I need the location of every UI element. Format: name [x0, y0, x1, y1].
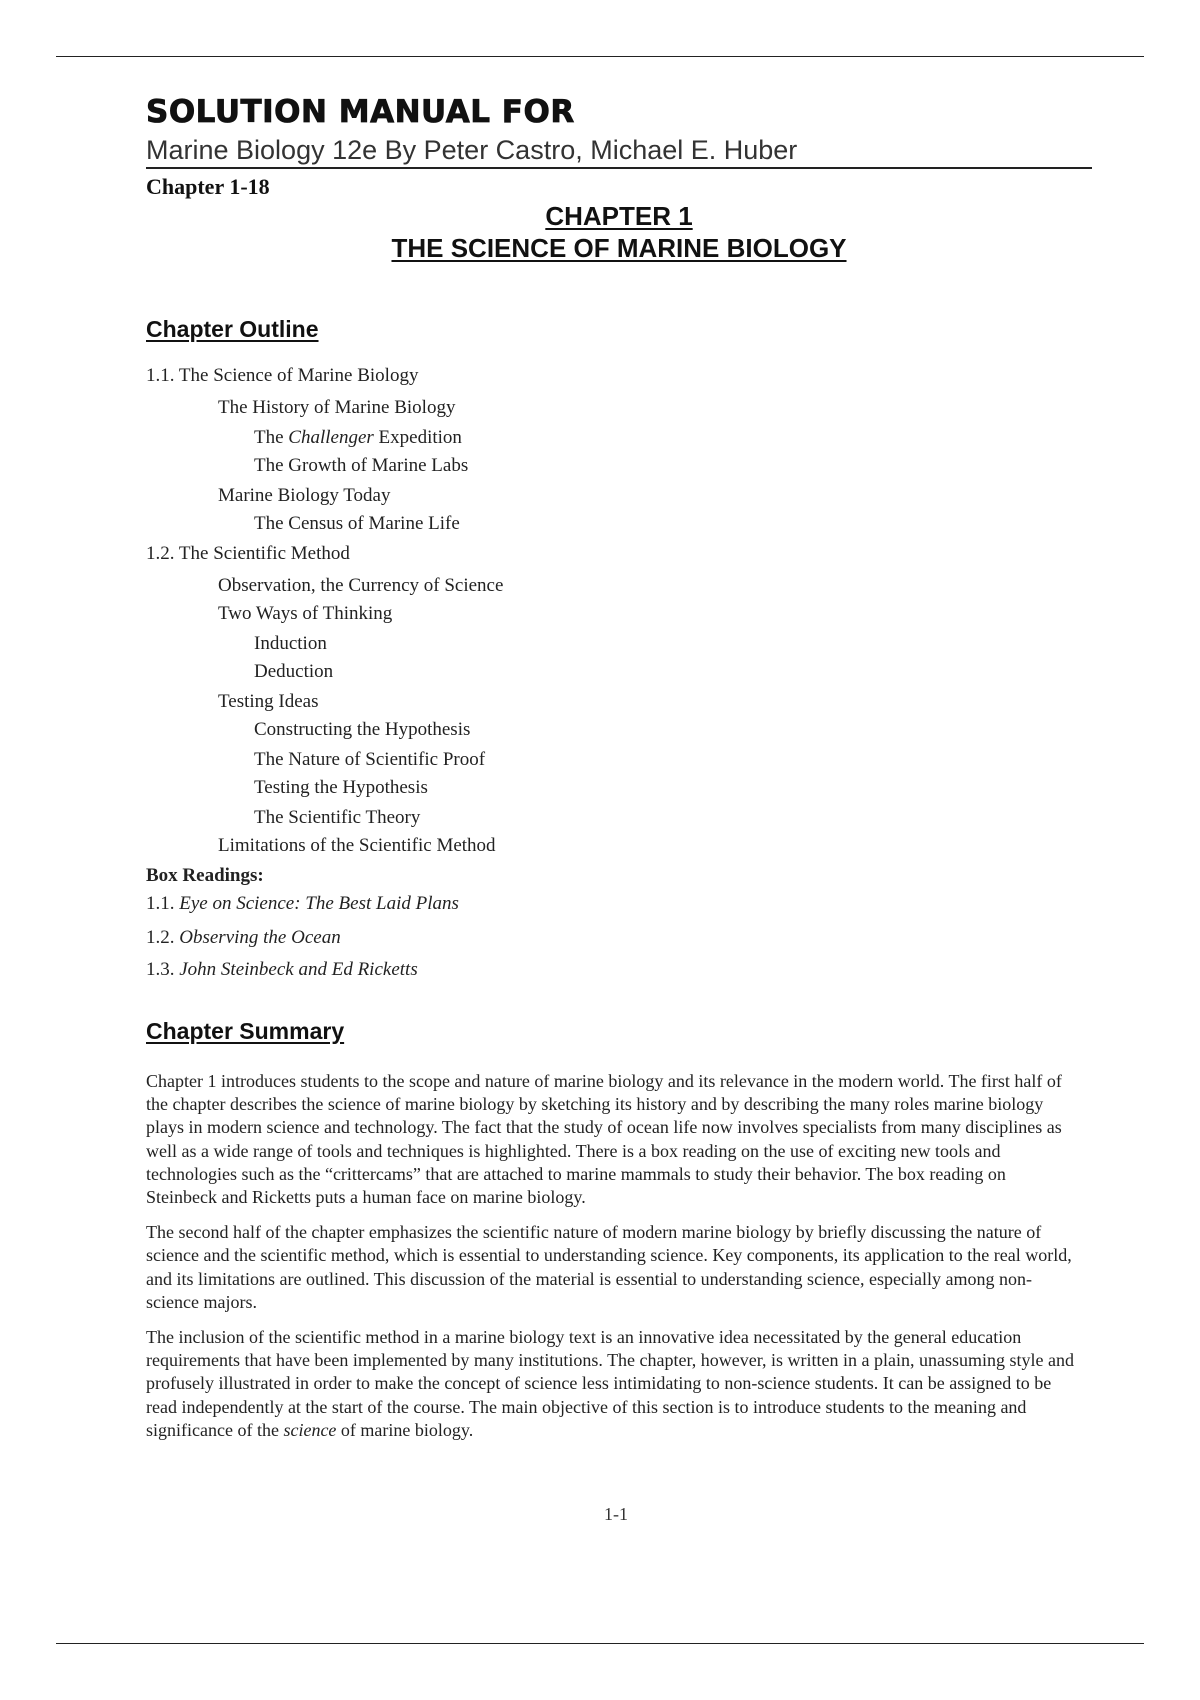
outline-item: Observation, the Currency of Science [218, 575, 504, 596]
page-number: 1-1 [604, 1504, 628, 1524]
chapter-summary [146, 1070, 1076, 1454]
outline-item: The Growth of Marine Labs [254, 455, 469, 476]
box-readings-label: Box Readings: [146, 865, 264, 886]
outline-item: Limitations of the Scientific Method [218, 835, 496, 856]
outline-item: 1.2. The Scientific Method [146, 543, 350, 564]
box-reading-item: 1.2. Observing the Ocean [146, 927, 341, 948]
outline-item: The History of Marine Biology [218, 397, 456, 418]
outline-item: Testing Ideas [218, 691, 319, 712]
chapter-title: THE SCIENCE OF MARINE BIOLOGY [391, 233, 847, 263]
document-subtitle: Marine Biology 12e By Peter Castro, Michael E. Huber [146, 133, 1092, 169]
summary-paragraph: The second half of the chapter emphasizes the scientific nature of modern marine biology by briefly discussing the nature of science and the scientific method, which is essential to understanding science. Key components, its application to the real world, and its limitations are outlined. This discussion of the material is essential to understanding science, especially among non-science majors. [146, 1222, 1072, 1312]
chapter-range: Chapter 1-18 [146, 174, 270, 199]
outline-item: The Scientific Theory [254, 807, 421, 828]
outline-item: Testing the Hypothesis [254, 777, 428, 798]
summary-emphasis: science [283, 1419, 337, 1440]
outline-item: Deduction [254, 661, 334, 682]
outline-item: Induction [254, 633, 327, 654]
outline-item: Constructing the Hypothesis [254, 719, 471, 740]
outline-item: The Nature of Scientific Proof [254, 749, 486, 770]
box-reading-item: 1.3. John Steinbeck and Ed Ricketts [146, 959, 418, 980]
outline-item: Marine Biology Today [218, 485, 391, 506]
top-rule [56, 56, 1144, 57]
document-title: SOLUTION MANUAL FOR [146, 94, 575, 130]
bottom-rule [56, 1643, 1144, 1644]
outline-item-emphasis: Challenger [288, 427, 374, 448]
outline-item: The Challenger Expedition [254, 427, 462, 448]
box-reading-item: 1.1. Eye on Science: The Best Laid Plans [146, 893, 459, 914]
outline-heading: Chapter Outline [146, 316, 319, 342]
chapter-number: CHAPTER 1 [545, 201, 693, 231]
summary-paragraph: Chapter 1 introduces students to the scope and nature of marine biology and its relevance in the modern world. The first half of the chapter describes the science of marine biology by sketching its history and by describing the many roles marine biology plays in modern science and technology. The fact that the study of ocean life now involves specialists from many disciplines as well as a wide range of tools and techniques is highlighted. There is a box reading on the use of exciting new tools and technologies such as the “crittercams” that are attached to marine mammals to study their behavior. The box reading on Steinbeck and Ricketts puts a human face on marine biology. [146, 1071, 1062, 1208]
summary-paragraph: The inclusion of the scientific method in a marine biology text is an innovative idea necessitated by the general education requirements that have been implemented by many institutions. The chapter, however, is written in a plain, unassuming style and profusely illustrated in order to make the concept of science less intimidating to non-science students. It can be assigned to be read independently at the start of the course. The main objective of this section is to introduce students to the meaning and significance of the science of marine biology. [146, 1327, 1075, 1440]
outline-item: Two Ways of Thinking [218, 603, 393, 624]
summary-heading: Chapter Summary [146, 1018, 345, 1044]
outline-item: 1.1. The Science of Marine Biology [146, 365, 419, 386]
outline-item: The Census of Marine Life [254, 513, 460, 534]
chapter-heading [146, 200, 1092, 264]
